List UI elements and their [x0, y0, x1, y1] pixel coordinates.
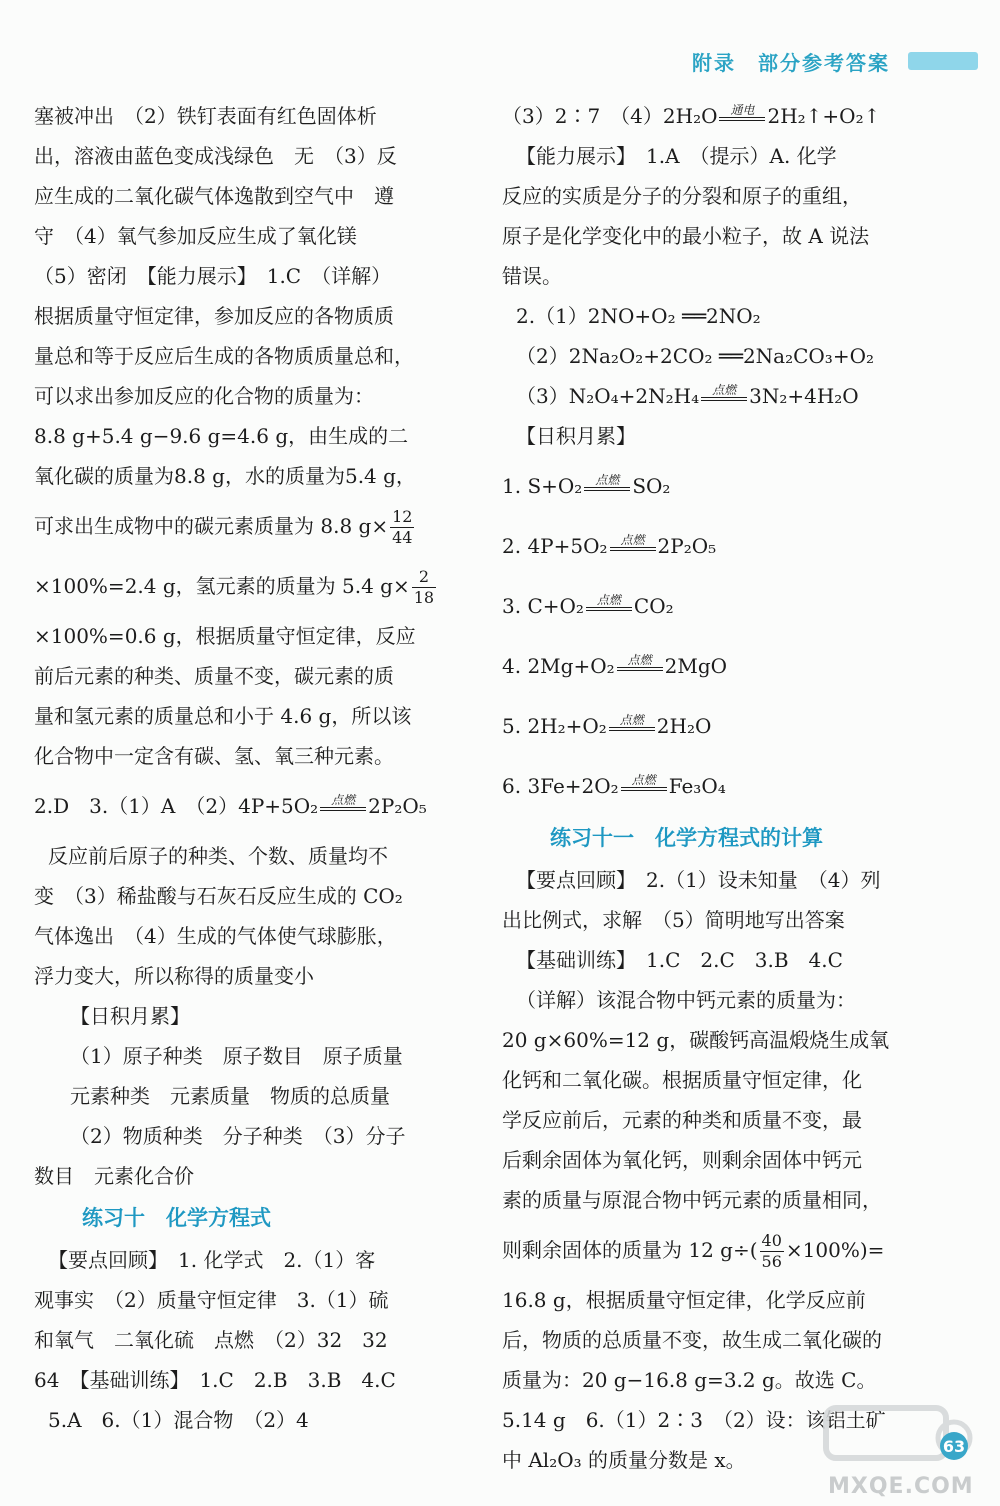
equation-line: [502, 696, 942, 756]
text-line: 浮力变大，所以称得的质量变小: [34, 964, 314, 988]
text-line: 量总和等于反应后生成的各物质质量总和，: [34, 344, 414, 368]
fraction-suffix: ×100%)=: [785, 1238, 885, 1262]
text-line: 【基础训练】 1.C 2.C 3.B 4.C: [516, 948, 843, 972]
equals-bar: [719, 117, 765, 121]
text-line: 氧化碳的质量为8.8 g，水的质量为5.4 g，: [34, 464, 416, 488]
equation-line: [502, 516, 942, 576]
equation-reactants: 6. 3Fe+2O₂: [502, 774, 619, 798]
text-line: 原子是化学变化中的最小粒子，故 A 说法: [502, 224, 870, 248]
reaction-condition: [701, 383, 747, 401]
text-line: 中 Al₂O₃ 的质量分数是 x。: [502, 1448, 746, 1472]
text-line: 后剩余固体为氧化钙，则剩余固体中钙元: [502, 1148, 862, 1172]
text-line: 【要点回顾】 2.（1）设未知量 （4）列: [516, 868, 881, 892]
condition-label: 点燃: [631, 772, 656, 787]
page-number-badge: 63: [940, 1432, 968, 1460]
header-appendix: 附录: [692, 50, 736, 75]
text-line: 质量为：20 g−16.8 g=3.2 g。故选 C。: [502, 1368, 877, 1392]
fraction-numerator: 12: [392, 507, 413, 526]
text-line: 化合物中一定含有碳、氢、氧三种元素。: [34, 744, 394, 768]
text-line: 前后元素的种类、质量不变，碳元素的质: [34, 664, 394, 688]
text-line: 后，物质的总质量不变，故生成二氧化碳的: [502, 1328, 882, 1352]
equation-reactants: 1. S+O₂: [502, 474, 583, 498]
text-line: 64 【基础训练】 1.C 2.B 3.B 4.C: [34, 1368, 396, 1392]
text-line: 根据质量守恒定律，参加反应的各物质质: [34, 304, 394, 328]
reaction-condition: [586, 593, 632, 611]
fraction-denominator: 18: [413, 588, 435, 607]
equation-products: 2P₂O₅: [657, 534, 717, 558]
reaction-condition: [617, 653, 663, 671]
section-title: 练习十 化学方程式: [82, 1206, 271, 1230]
fraction-prefix: 则剩余固体的质量为 12 g÷(: [502, 1238, 758, 1262]
text-line: 8.8 g+5.4 g−9.6 g=4.6 g，由生成的二: [34, 424, 409, 448]
equation-reactants: （3）2∶7 （4）2H₂O: [502, 104, 718, 128]
text-line: 【日积月累】: [516, 424, 636, 448]
fraction-denominator: 44: [392, 528, 413, 547]
condition-label: 点燃: [596, 592, 621, 607]
equation-products: 2H₂↑+O₂↑: [767, 104, 881, 128]
text-line: 应生成的二氧化碳气体逸散到空气中 遵: [34, 184, 394, 208]
text-line: 【要点回顾】 1. 化学式 2.（1）客: [48, 1248, 376, 1272]
text-line: 错误。: [502, 264, 562, 288]
equation-line: [502, 456, 942, 516]
condition-label: 点燃: [712, 382, 737, 397]
text-line: 出，溶液由蓝色变成浅绿色 无 （3）反: [34, 144, 397, 168]
equals-bar: [701, 397, 747, 401]
header-decoration-bar: [908, 52, 978, 70]
text-line: 变 （3）稀盐酸与石灰石反应生成的 CO₂: [34, 884, 403, 908]
fraction: [390, 507, 414, 548]
equation-products: 3N₂+4H₂O: [749, 384, 859, 408]
text-line-fraction: [34, 556, 446, 616]
condition-label: 点燃: [619, 712, 644, 727]
condition-label: 点燃: [595, 472, 620, 487]
text-line: 反应的实质是分子的分裂和原子的重组，: [502, 184, 862, 208]
text-line: 出比例式，求解 （5）简明地写出答案: [502, 908, 845, 932]
equation-line: [502, 96, 942, 136]
equals-bar: [621, 787, 667, 791]
equation-line: [502, 576, 942, 636]
fraction-numerator: 2: [412, 567, 436, 588]
text-line: （2）物质种类 分子种类 （3）分子: [70, 1124, 406, 1148]
fraction: [412, 567, 436, 608]
equation-reactants: （3）N₂O₄+2N₂H₄: [516, 384, 700, 408]
text-line: （详解）该混合物中钙元素的质量为：: [516, 988, 856, 1012]
text-line: 量和氢元素的质量总和小于 4.6 g，所以该: [34, 704, 412, 728]
text-line: 数目 元素化合价: [34, 1164, 194, 1188]
text-line: 素的质量与原混合物中钙元素的质量相同，: [502, 1188, 882, 1212]
condition-label: 点燃: [331, 792, 356, 807]
text-line: 2.（1）2NO+O₂ ══2NO₂: [516, 304, 761, 328]
equals-bar: [609, 727, 655, 731]
equation-reactants: 5. 2H₂+O₂: [502, 714, 607, 738]
text-line: 【能力展示】 1.A （提示）A. 化学: [516, 144, 837, 168]
text-line: 反应前后原子的种类、个数、质量均不: [48, 844, 388, 868]
equation-products: Fe₃O₄: [668, 774, 726, 798]
text-line: 5.A 6.（1）混合物 （2）4: [48, 1408, 309, 1432]
condition-label: 点燃: [620, 532, 645, 547]
fraction-prefix: ×100%=2.4 g，氢元素的质量为 5.4 g×: [34, 574, 410, 598]
text-line: 【日积月累】: [70, 1004, 190, 1028]
text-line: 塞被冲出 （2）铁钉表面有红色固体析: [34, 104, 377, 128]
equals-bar: [610, 547, 656, 551]
equation-reactants: 3. C+O₂: [502, 594, 584, 618]
text-line: 观事实 （2）质量守恒定律 3.（1）硫: [34, 1288, 389, 1312]
reaction-condition: [621, 773, 667, 791]
text-line: （2）2Na₂O₂+2CO₂ ══2Na₂CO₃+O₂: [516, 344, 874, 368]
reaction-condition: [320, 793, 366, 811]
text-line: 守 （4）氧气参加反应生成了氧化镁: [34, 224, 357, 248]
text-line: 可以求出参加反应的化合物的质量为：: [34, 384, 374, 408]
equation-line: [34, 776, 446, 836]
equation-line: [502, 376, 942, 416]
equation-products: 2H₂O: [656, 714, 712, 738]
reaction-condition: [609, 713, 655, 731]
left-column: [34, 96, 446, 1440]
text-line: 16.8 g，根据质量守恒定律，化学反应前: [502, 1288, 866, 1312]
text-line: 元素种类 元素质量 物质的总质量: [70, 1084, 390, 1108]
equation-reactants: 4. 2Mg+O₂: [502, 654, 615, 678]
equation-products: CO₂: [633, 594, 674, 618]
equation-line: [502, 636, 942, 696]
equation-reactants: 2. 4P+5O₂: [502, 534, 608, 558]
equals-bar: [586, 607, 632, 611]
watermark-text: MXQE.COM: [828, 1474, 974, 1499]
right-column: [502, 96, 942, 1480]
equation-reactants: 2.D 3.（1）A （2）4P+5O₂: [34, 794, 319, 818]
reaction-condition: [584, 473, 630, 491]
equation-products: 2MgO: [664, 654, 728, 678]
reaction-condition: [719, 103, 765, 121]
text-line: 5.14 g 6.（1）2∶3 （2）设：该铝土矿: [502, 1408, 886, 1432]
equals-bar: [617, 667, 663, 671]
text-line: ×100%=0.6 g，根据质量守恒定律，反应: [34, 624, 416, 648]
condition-label: 点燃: [627, 652, 652, 667]
text-line: 和氧气 二氧化硫 点燃 （2）32 32: [34, 1328, 388, 1352]
header-answers: 部分参考答案: [758, 50, 890, 75]
text-line: （1）原子种类 原子数目 原子质量: [70, 1044, 403, 1068]
text-line: 20 g×60%=12 g，碳酸钙高温煅烧生成氧: [502, 1028, 890, 1052]
fraction-numerator: 40: [761, 1231, 782, 1250]
text-line: 化钙和二氧化碳。根据质量守恒定律，化: [502, 1068, 862, 1092]
text-line: 气体逸出 （4）生成的气体使气球膨胀，: [34, 924, 397, 948]
text-line-fraction: [502, 1220, 942, 1280]
text-line: （5）密闭 【能力展示】 1.C （详解）: [34, 264, 392, 288]
equals-bar: [584, 487, 630, 491]
text-line-fraction: [34, 496, 446, 556]
equation-line: [502, 756, 942, 816]
page-header: [692, 48, 978, 74]
reaction-condition: [610, 533, 656, 551]
section-title: 练习十一 化学方程式的计算: [550, 826, 823, 850]
equation-products: 2P₂O₅: [368, 794, 427, 818]
condition-label: 通电: [730, 102, 755, 117]
equation-products: SO₂: [632, 474, 671, 498]
fraction-prefix: 可求出生成物中的碳元素质量为 8.8 g×: [34, 514, 389, 538]
fraction-denominator: 56: [761, 1252, 782, 1271]
fraction: [760, 1231, 784, 1272]
equals-bar: [320, 807, 366, 811]
text-line: 学反应前后，元素的种类和质量不变，最: [502, 1108, 862, 1132]
